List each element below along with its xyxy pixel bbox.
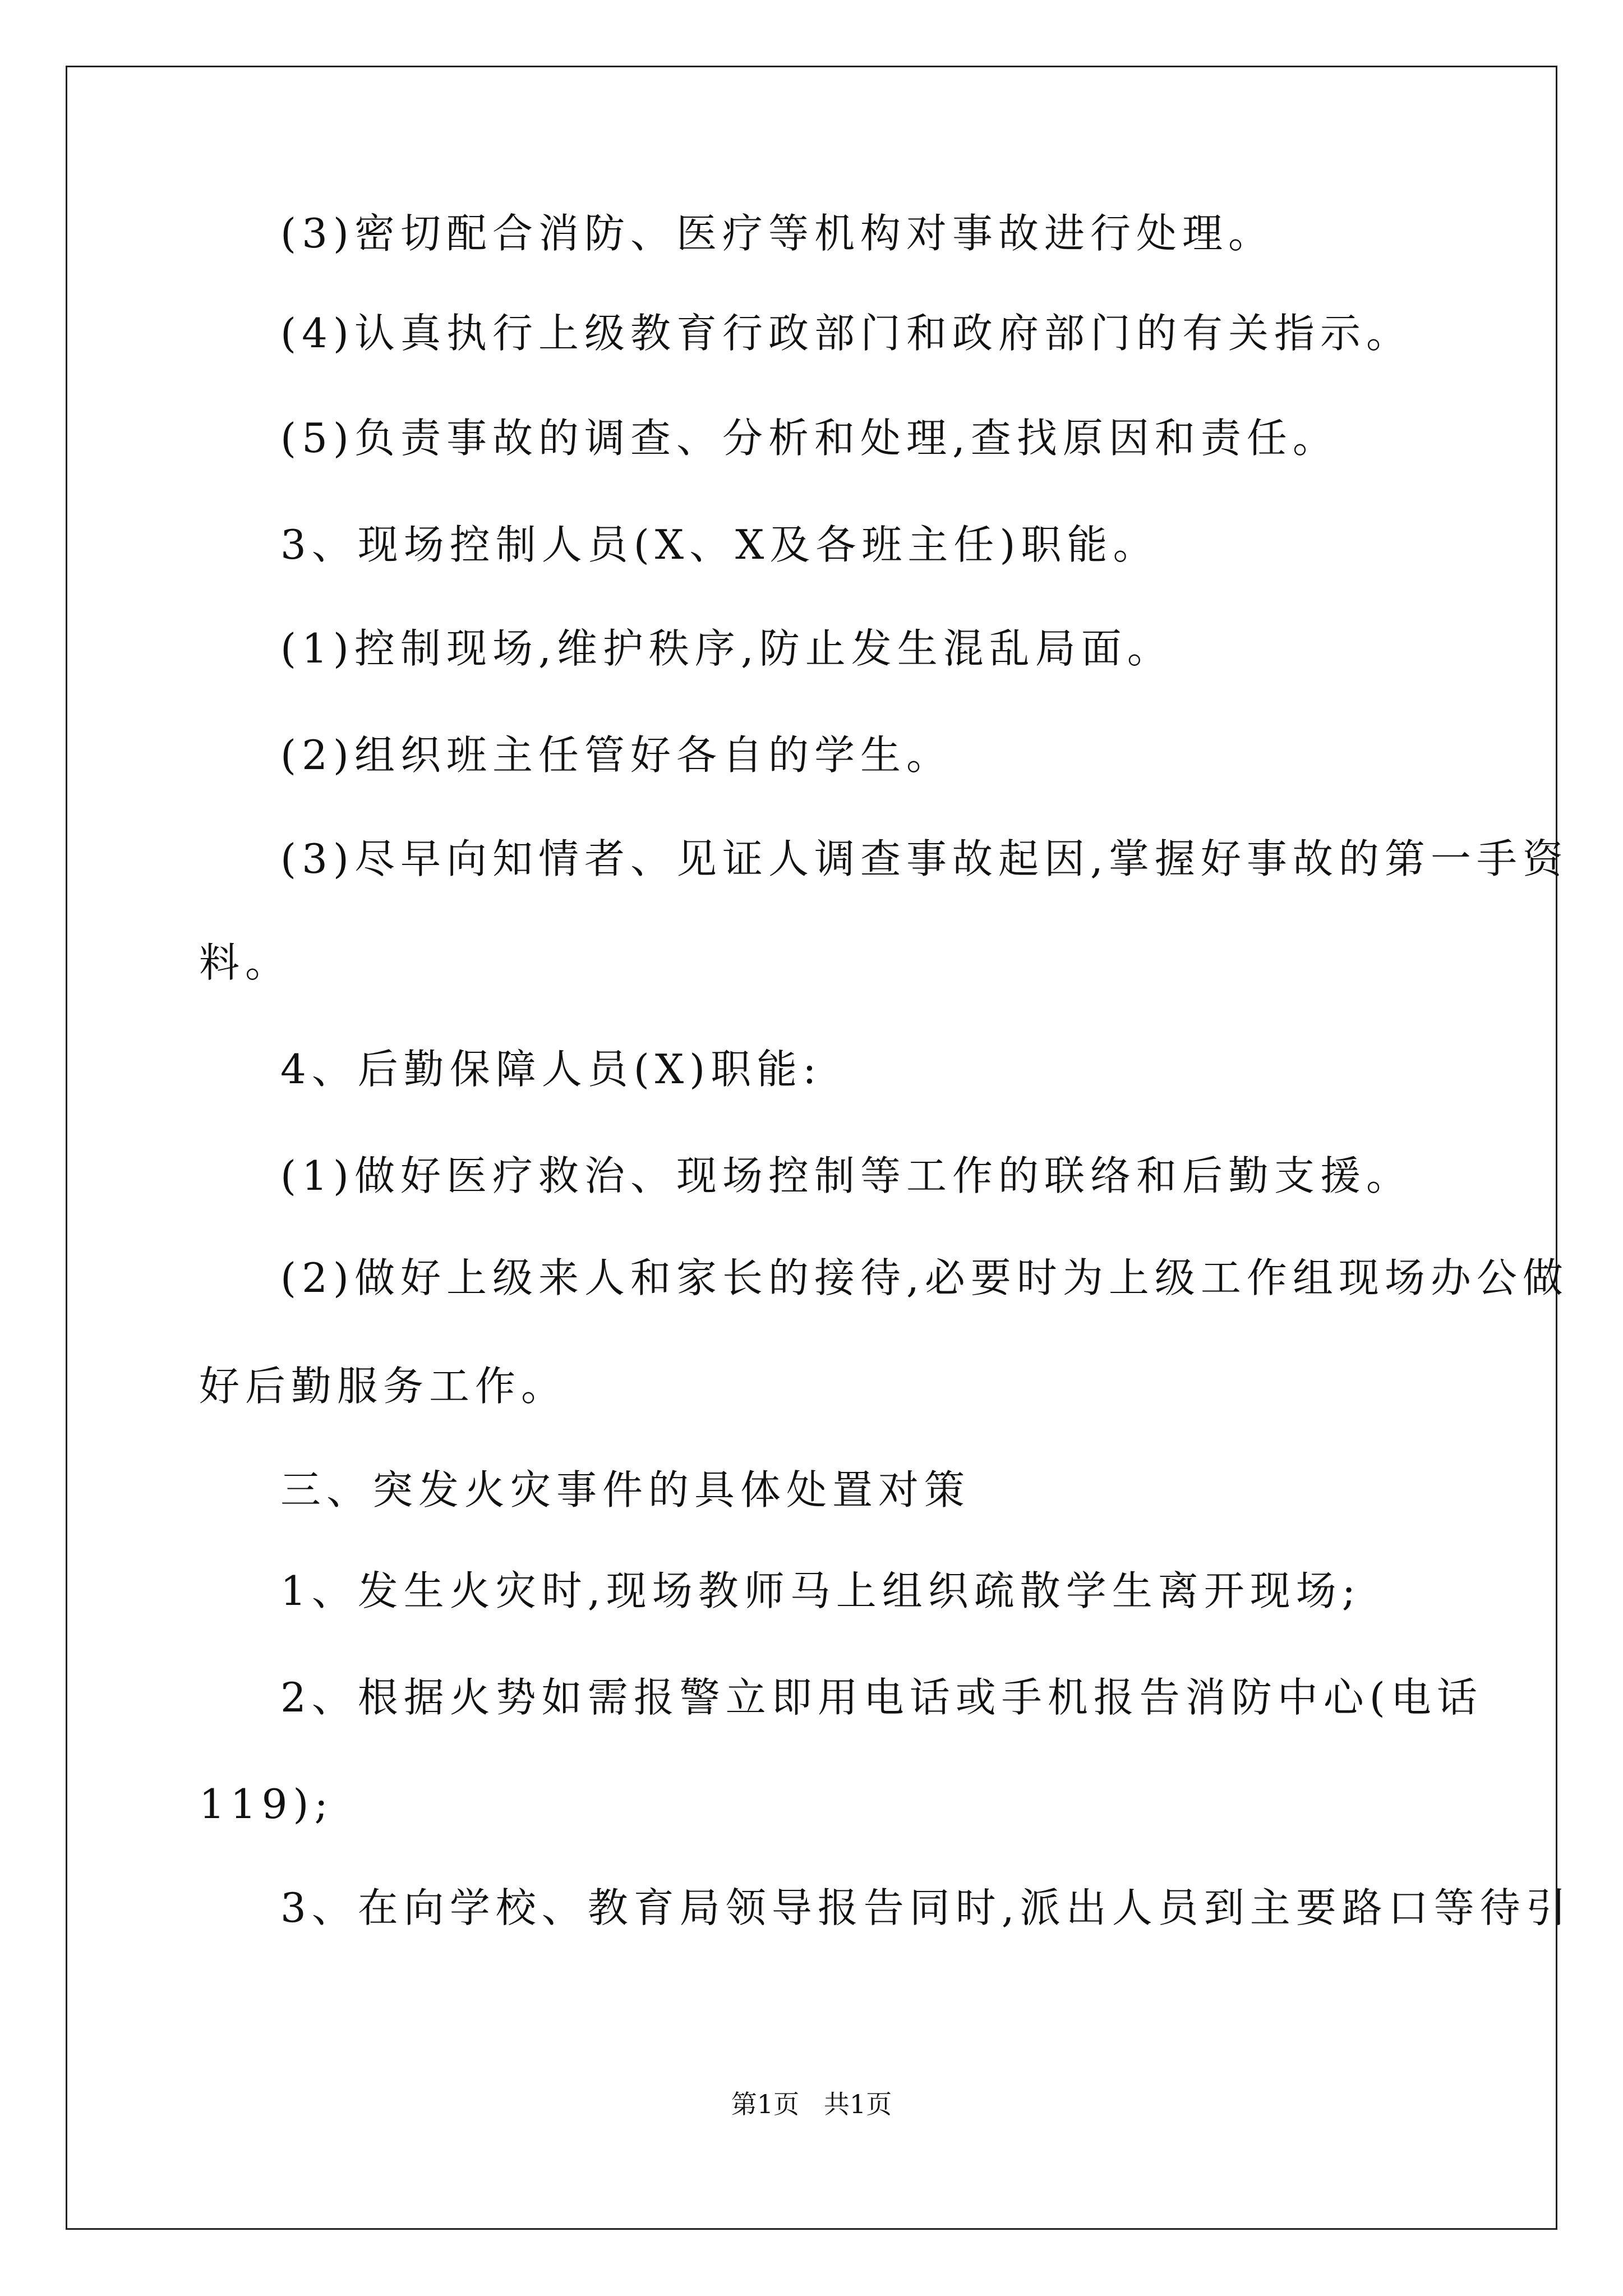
paragraph: 1、发生火灾时,现场教师马上组织疏散学生离开现场; bbox=[280, 1567, 1361, 1614]
paragraph: 好后勤服务工作。 bbox=[199, 1363, 568, 1410]
paragraph: 2、根据火势如需报警立即用电话或手机报告消防中心(电话 bbox=[280, 1674, 1483, 1721]
paragraph: (3)密切配合消防、医疗等机构对事故进行处理。 bbox=[280, 210, 1274, 257]
paragraph: (2)组织班主任管好各自的学生。 bbox=[280, 731, 952, 779]
paragraph: 3、现场控制人员(X、X及各班主任)职能。 bbox=[280, 521, 1159, 568]
paragraph: 料。 bbox=[199, 939, 292, 986]
paragraph: 三、突发火灾事件的具体处置对策 bbox=[280, 1466, 971, 1513]
paragraph: (5)负责事故的调查、分析和处理,查找原因和责任。 bbox=[280, 415, 1339, 462]
paragraph: 3、在向学校、教育局领导报告同时,派出人员到主要路口等待引 bbox=[280, 1884, 1572, 1931]
paragraph: (3)尽早向知情者、见证人调查事故起因,掌握好事故的第一手资 bbox=[280, 835, 1569, 882]
paragraph: (1)做好医疗救治、现场控制等工作的联络和后勤支援。 bbox=[280, 1152, 1412, 1199]
paragraph: (1)控制现场,维护秩序,防止发生混乱局面。 bbox=[280, 625, 1173, 672]
page-footer: 第1页 共1页 bbox=[731, 2089, 892, 2119]
paragraph: 4、后勤保障人员(X)职能: bbox=[280, 1046, 822, 1093]
paragraph: (2)做好上级来人和家长的接待,必要时为上级工作组现场办公做 bbox=[280, 1254, 1569, 1301]
paragraph: (4)认真执行上级教育行政部门和政府部门的有关指示。 bbox=[280, 310, 1412, 357]
paragraph: 119); bbox=[199, 1780, 334, 1828]
